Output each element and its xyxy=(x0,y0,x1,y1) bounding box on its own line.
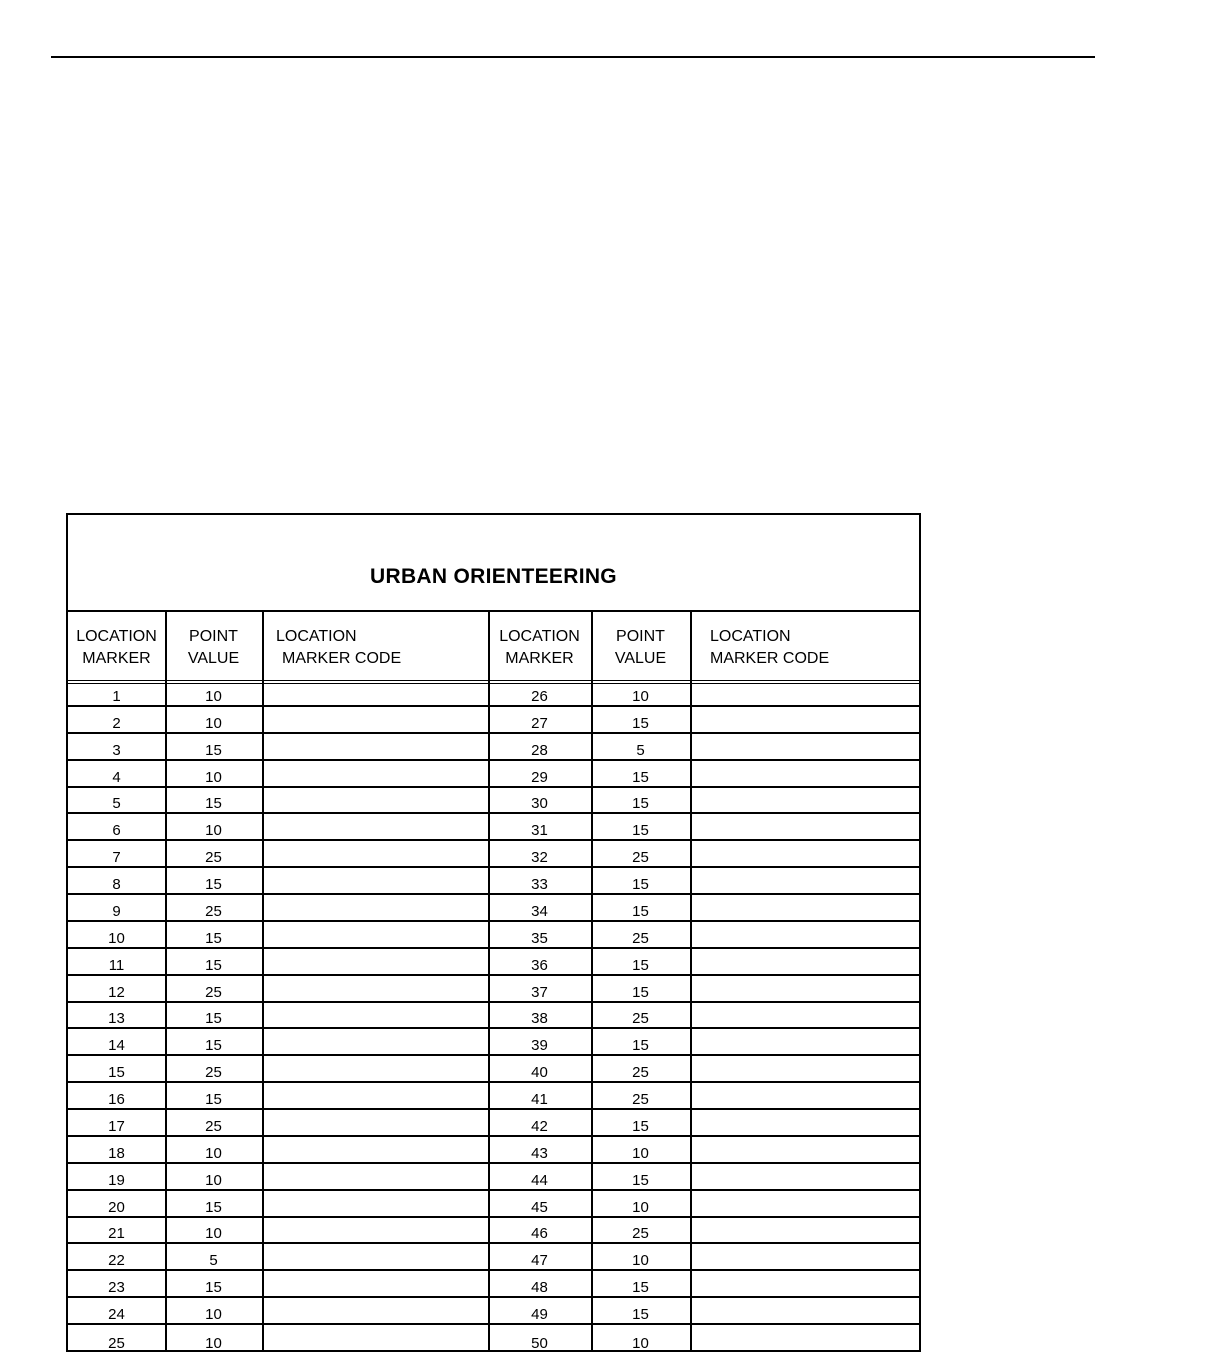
scorecard-rows xyxy=(68,680,919,1350)
location-marker-cell: 3 xyxy=(112,741,121,759)
point-value-cell: 25 xyxy=(205,983,222,1001)
location-marker-cell: 24 xyxy=(108,1306,125,1324)
location-marker-cell: 43 xyxy=(531,1144,548,1162)
point-value-cell: 15 xyxy=(632,795,649,813)
location-marker-cell: 12 xyxy=(108,983,125,1001)
point-value-cell: 10 xyxy=(205,768,222,786)
table-row xyxy=(68,680,919,707)
location-marker-cell: 48 xyxy=(531,1279,548,1297)
point-value-cell: 15 xyxy=(632,1117,649,1135)
table-row xyxy=(68,895,919,922)
location-marker-cell: 26 xyxy=(531,687,548,705)
point-value-cell: 10 xyxy=(205,1144,222,1162)
point-value-cell: 15 xyxy=(205,1037,222,1055)
location-marker-cell: 31 xyxy=(531,822,548,840)
point-value-cell: 25 xyxy=(205,849,222,867)
point-value-cell: 10 xyxy=(205,1306,222,1324)
location-marker-cell: 50 xyxy=(531,1334,548,1352)
title-band xyxy=(68,515,919,612)
location-marker-cell: 18 xyxy=(108,1144,125,1162)
location-marker-cell: 2 xyxy=(112,714,121,732)
header-marker-code-line1: LOCATION xyxy=(710,628,791,645)
point-value-cell: 15 xyxy=(632,1037,649,1055)
scorecard-title: URBAN ORIENTEERING xyxy=(370,565,617,588)
location-marker-cell: 22 xyxy=(108,1252,125,1270)
location-marker-cell: 9 xyxy=(112,902,121,920)
point-value-cell: 15 xyxy=(205,1091,222,1109)
table-row xyxy=(68,788,919,815)
point-value-cell: 10 xyxy=(205,687,222,705)
location-marker-cell: 38 xyxy=(531,1010,548,1028)
location-marker-cell: 1 xyxy=(112,687,121,705)
point-value-cell: 10 xyxy=(632,1144,649,1162)
header-point-value-left xyxy=(165,610,262,680)
location-marker-cell: 20 xyxy=(108,1198,125,1216)
table-row xyxy=(68,1244,919,1271)
location-marker-cell: 35 xyxy=(531,929,548,947)
table-row xyxy=(68,922,919,949)
header-location-marker-line2: MARKER xyxy=(82,650,151,667)
location-marker-cell: 34 xyxy=(531,902,548,920)
table-row xyxy=(68,814,919,841)
point-value-cell: 5 xyxy=(636,741,645,759)
location-marker-cell: 37 xyxy=(531,983,548,1001)
table-row xyxy=(68,1137,919,1164)
point-value-cell: 25 xyxy=(205,1117,222,1135)
point-value-cell: 15 xyxy=(205,1010,222,1028)
table-row xyxy=(68,841,919,868)
location-marker-cell: 39 xyxy=(531,1037,548,1055)
header-location-marker-line1: LOCATION xyxy=(499,628,580,645)
point-value-cell: 15 xyxy=(205,741,222,759)
location-marker-cell: 21 xyxy=(108,1225,125,1243)
point-value-cell: 15 xyxy=(205,1279,222,1297)
location-marker-cell: 6 xyxy=(112,822,121,840)
point-value-cell: 25 xyxy=(632,1010,649,1028)
header-point-value-right xyxy=(591,610,690,680)
location-marker-cell: 25 xyxy=(108,1334,125,1352)
header-location-marker-line1: LOCATION xyxy=(76,628,157,645)
point-value-cell: 10 xyxy=(632,1198,649,1216)
header-marker-code-left xyxy=(262,610,488,680)
point-value-cell: 15 xyxy=(632,768,649,786)
location-marker-cell: 8 xyxy=(112,876,121,894)
point-value-cell: 25 xyxy=(632,849,649,867)
location-marker-cell: 45 xyxy=(531,1198,548,1216)
orienteering-scorecard xyxy=(66,513,921,1352)
table-row xyxy=(68,1110,919,1137)
header-marker-code-line1: LOCATION xyxy=(276,628,357,645)
table-row xyxy=(68,761,919,788)
location-marker-cell: 41 xyxy=(531,1091,548,1109)
table-row xyxy=(68,1003,919,1030)
table-row xyxy=(68,949,919,976)
point-value-cell: 15 xyxy=(632,983,649,1001)
point-value-cell: 10 xyxy=(205,1225,222,1243)
point-value-cell: 15 xyxy=(632,876,649,894)
location-marker-cell: 14 xyxy=(108,1037,125,1055)
location-marker-cell: 44 xyxy=(531,1171,548,1189)
location-marker-cell: 17 xyxy=(108,1117,125,1135)
location-marker-cell: 19 xyxy=(108,1171,125,1189)
location-marker-cell: 40 xyxy=(531,1064,548,1082)
table-row xyxy=(68,1271,919,1298)
location-marker-cell: 15 xyxy=(108,1064,125,1082)
header-location-marker-right xyxy=(488,610,591,680)
location-marker-cell: 36 xyxy=(531,956,548,974)
header-marker-code-line2: MARKER CODE xyxy=(282,650,402,667)
point-value-cell: 15 xyxy=(632,822,649,840)
point-value-cell: 5 xyxy=(209,1252,218,1270)
location-marker-cell: 29 xyxy=(531,768,548,786)
location-marker-cell: 7 xyxy=(112,849,121,867)
point-value-cell: 15 xyxy=(632,714,649,732)
column-header-row xyxy=(68,610,919,684)
location-marker-cell: 42 xyxy=(531,1117,548,1135)
location-marker-cell: 46 xyxy=(531,1225,548,1243)
location-marker-cell: 27 xyxy=(531,714,548,732)
header-point-value-line2: VALUE xyxy=(187,650,240,667)
location-marker-cell: 13 xyxy=(108,1010,125,1028)
table-row xyxy=(68,868,919,895)
point-value-cell: 10 xyxy=(632,1334,649,1352)
table-row xyxy=(68,1083,919,1110)
table-row xyxy=(68,1191,919,1218)
table-row xyxy=(68,976,919,1003)
location-marker-cell: 16 xyxy=(108,1091,125,1109)
table-row xyxy=(68,1325,919,1352)
location-marker-cell: 4 xyxy=(112,768,121,786)
point-value-cell: 25 xyxy=(632,1064,649,1082)
header-location-marker-line2: MARKER xyxy=(505,650,574,667)
point-value-cell: 25 xyxy=(205,902,222,920)
table-row xyxy=(68,1029,919,1056)
header-marker-code-line2: MARKER CODE xyxy=(710,650,830,667)
table-row xyxy=(68,1218,919,1245)
point-value-cell: 15 xyxy=(205,795,222,813)
header-point-value-line1: POINT xyxy=(189,628,238,645)
point-value-cell: 15 xyxy=(632,902,649,920)
point-value-cell: 25 xyxy=(632,1225,649,1243)
point-value-cell: 25 xyxy=(632,929,649,947)
header-point-value-line2: VALUE xyxy=(614,650,667,667)
location-marker-cell: 32 xyxy=(531,849,548,867)
point-value-cell: 10 xyxy=(205,822,222,840)
table-row xyxy=(68,1298,919,1325)
point-value-cell: 15 xyxy=(205,1198,222,1216)
table-row xyxy=(68,707,919,734)
location-marker-cell: 10 xyxy=(108,929,125,947)
header-location-marker-left xyxy=(68,610,165,680)
point-value-cell: 15 xyxy=(205,876,222,894)
point-value-cell: 10 xyxy=(205,1171,222,1189)
location-marker-cell: 30 xyxy=(531,795,548,813)
location-marker-cell: 5 xyxy=(112,795,121,813)
table-row xyxy=(68,1056,919,1083)
point-value-cell: 25 xyxy=(205,1064,222,1082)
header-point-value-line1: POINT xyxy=(616,628,665,645)
location-marker-cell: 33 xyxy=(531,876,548,894)
table-row xyxy=(68,734,919,761)
point-value-cell: 15 xyxy=(632,1306,649,1324)
table-row xyxy=(68,1164,919,1191)
point-value-cell: 15 xyxy=(205,929,222,947)
header-marker-code-right xyxy=(690,610,919,680)
location-marker-cell: 11 xyxy=(108,956,125,974)
point-value-cell: 10 xyxy=(205,1334,222,1352)
location-marker-cell: 47 xyxy=(531,1252,548,1270)
point-value-cell: 15 xyxy=(632,1171,649,1189)
point-value-cell: 10 xyxy=(205,714,222,732)
point-value-cell: 10 xyxy=(632,687,649,705)
point-value-cell: 15 xyxy=(632,1279,649,1297)
point-value-cell: 25 xyxy=(632,1091,649,1109)
point-value-cell: 15 xyxy=(632,956,649,974)
point-value-cell: 10 xyxy=(632,1252,649,1270)
location-marker-cell: 49 xyxy=(531,1306,548,1324)
point-value-cell: 15 xyxy=(205,956,222,974)
location-marker-cell: 23 xyxy=(108,1279,125,1297)
page-top-rule xyxy=(51,56,1095,58)
location-marker-cell: 28 xyxy=(531,741,548,759)
